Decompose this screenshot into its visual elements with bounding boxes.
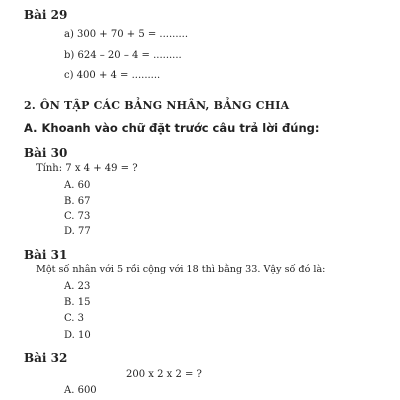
bai29-item-b: b) 624 – 20 – 4 = ......... [64,50,182,61]
bai31-option-a: A. 23 [64,281,91,292]
bai30-option-d: D. 77 [64,226,91,237]
section-instruction: A. Khoanh vào chữ đặt trước câu trả lời đúng: [24,121,320,135]
bai32-title: Bài 32 [24,351,68,365]
bai29-item-c: c) 400 + 4 = ......... [64,70,161,81]
bai29-item-a: a) 300 + 70 + 5 = ......... [64,29,189,40]
bai31-title: Bài 31 [24,248,68,262]
bai30-question: Tính: 7 x 4 + 49 = ? [36,163,138,174]
bai32-option-a: A. 600 [64,385,97,396]
bai31-option-d: D. 10 [64,330,91,341]
bai29-title: Bài 29 [24,8,68,22]
bai31-option-b: B. 15 [64,297,91,308]
bai31-option-c: C. 3 [64,313,85,324]
section-title: 2. ÔN TẬP CÁC BẢNG NHÂN, BẢNG CHIA [24,99,290,112]
bai32-question: 200 x 2 x 2 = ? [126,369,202,380]
bai30-title: Bài 30 [24,146,68,160]
bai30-option-a: A. 60 [64,180,91,191]
bai30-option-c: C. 73 [64,211,91,222]
bai31-question: Một số nhân với 5 rồi cộng với 18 thì bằng 33. Vậy số đó là: [36,264,326,275]
bai30-option-b: B. 67 [64,196,91,207]
